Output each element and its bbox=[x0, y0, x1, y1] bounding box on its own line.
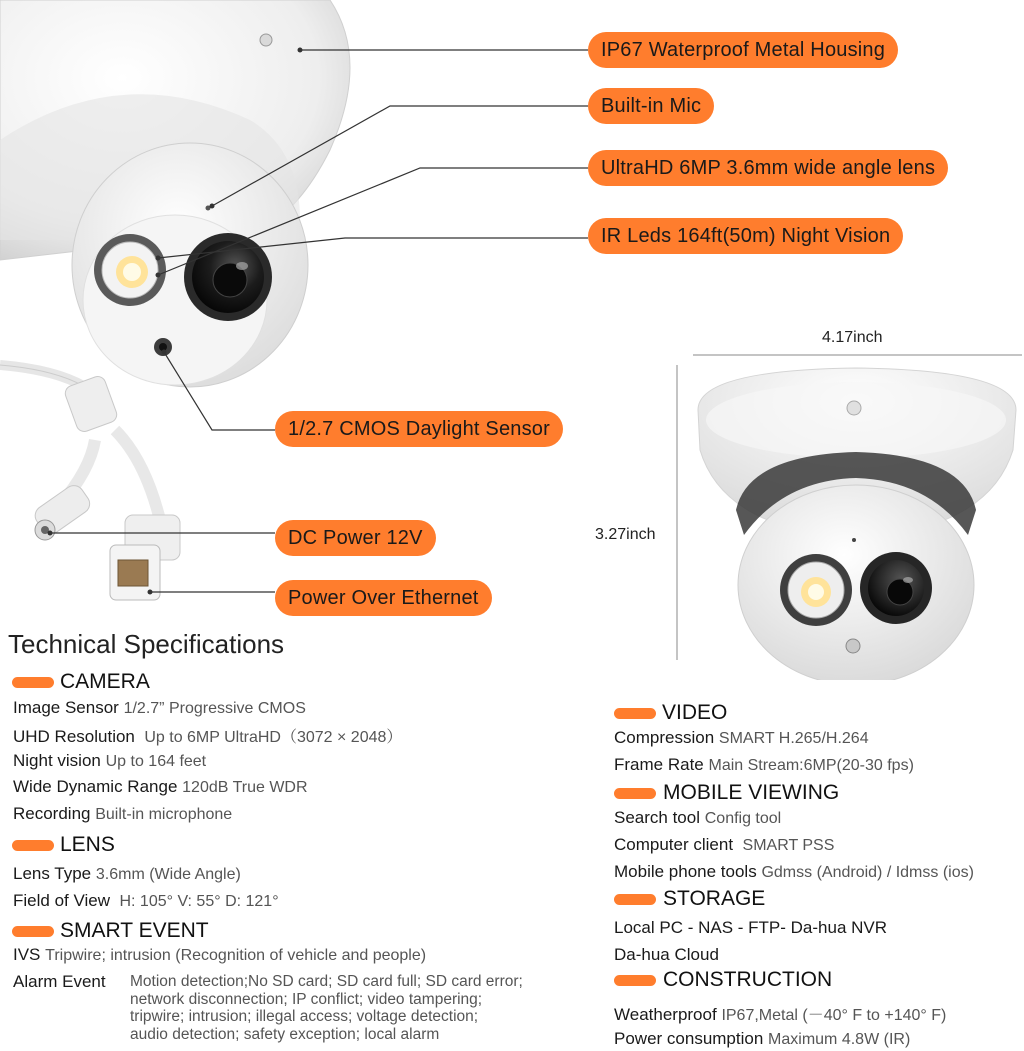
spec-value: 3.6mm (Wide Angle) bbox=[95, 866, 241, 883]
spec-value: Up to 6MP UltraHD（3072 × 2048） bbox=[144, 729, 403, 746]
alarm-line: tripwire; intrusion; illegal access; voltage detection; bbox=[130, 1008, 479, 1025]
spec-value: Main Stream:6MP(20-30 fps) bbox=[708, 757, 914, 774]
spec-row bbox=[614, 1029, 910, 1049]
spec-value: Up to 164 feet bbox=[105, 753, 207, 770]
spec-key: Recording bbox=[13, 804, 91, 823]
spec-value: IP67,Metal (－40° F to +140° F) bbox=[721, 1007, 947, 1024]
smart-pill bbox=[12, 926, 54, 937]
spec-key: Mobile phone tools bbox=[614, 862, 757, 881]
spec-key: Frame Rate bbox=[614, 755, 704, 774]
spec-key: UHD Resolution bbox=[13, 727, 135, 746]
spec-row bbox=[13, 864, 241, 884]
storage-line: Da-hua Cloud bbox=[614, 945, 719, 964]
spec-row bbox=[13, 724, 402, 747]
callout-housing: IP67 Waterproof Metal Housing bbox=[588, 32, 898, 68]
spec-key: Image Sensor bbox=[13, 698, 119, 717]
spec-value: SMART H.265/H.264 bbox=[718, 730, 869, 747]
spec-row bbox=[13, 698, 306, 718]
spec-row bbox=[614, 862, 974, 882]
alarm-event-key: Alarm Event bbox=[13, 972, 106, 991]
spec-value: SMART PSS bbox=[742, 837, 835, 854]
spec-value: Config tool bbox=[704, 810, 782, 827]
spec-row bbox=[13, 804, 232, 824]
height-dimension-label: 3.27inch bbox=[595, 526, 656, 543]
spec-value: 120dB True WDR bbox=[182, 779, 308, 796]
smart-section-title: SMART EVENT bbox=[60, 919, 209, 942]
camera-front-image bbox=[688, 360, 1024, 680]
spec-key: Search tool bbox=[614, 808, 700, 827]
callout-dc: DC Power 12V bbox=[275, 520, 436, 556]
spec-key: Computer client bbox=[614, 835, 734, 854]
video-pill bbox=[614, 708, 656, 719]
spec-value: Built-in microphone bbox=[95, 806, 233, 823]
spec-row bbox=[614, 808, 781, 828]
spec-key: Field of View bbox=[13, 891, 111, 910]
spec-key: Power consumption bbox=[614, 1029, 764, 1048]
specs-title: Technical Specifications bbox=[8, 629, 285, 659]
callout-poe: Power Over Ethernet bbox=[275, 580, 492, 616]
spec-key: Lens Type bbox=[13, 864, 92, 883]
spec-row bbox=[13, 777, 308, 797]
spec-value: Gdmss (Android) / Idmss (ios) bbox=[761, 864, 974, 881]
alarm-event-values bbox=[130, 973, 523, 1043]
spec-key: IVS bbox=[13, 945, 41, 964]
spec-row bbox=[614, 728, 869, 748]
spec-value: Tripwire; intrusion (Recognition of vehicle and people) bbox=[45, 947, 427, 964]
spec-row bbox=[614, 1002, 946, 1025]
spec-key: Wide Dynamic Range bbox=[13, 777, 178, 796]
lens-section-title: LENS bbox=[60, 833, 115, 856]
width-dimension-label: 4.17inch bbox=[822, 329, 883, 346]
callout-sensor: 1/2.7 CMOS Daylight Sensor bbox=[275, 411, 563, 447]
mobile-pill bbox=[614, 788, 656, 799]
callout-ir: IR Leds 164ft(50m) Night Vision bbox=[588, 218, 903, 254]
spec-value: H: 105° V: 55° D: 121° bbox=[119, 893, 279, 910]
camera-section-title: CAMERA bbox=[60, 670, 150, 693]
lens-pill bbox=[12, 840, 54, 851]
spec-key: Night vision bbox=[13, 751, 101, 770]
construction-section-title: CONSTRUCTION bbox=[663, 968, 833, 991]
alarm-line: network disconnection; IP conflict; video tampering; bbox=[130, 990, 483, 1008]
spec-value: 1/2.7” Progressive CMOS bbox=[123, 700, 306, 717]
spec-row bbox=[13, 945, 426, 965]
alarm-line: Motion detection;No SD card; SD card full; SD card error; bbox=[130, 973, 523, 990]
camera-pill bbox=[12, 677, 54, 688]
spec-row bbox=[614, 755, 914, 775]
spec-key: Weatherproof bbox=[614, 1005, 717, 1024]
callout-mic: Built-in Mic bbox=[588, 88, 714, 124]
storage-section-title: STORAGE bbox=[663, 887, 766, 910]
spec-key: Compression bbox=[614, 728, 715, 747]
spec-row bbox=[13, 751, 206, 771]
spec-row bbox=[13, 891, 279, 911]
storage-line: Local PC - NAS - FTP- Da-hua NVR bbox=[614, 918, 888, 937]
storage-pill bbox=[614, 894, 656, 905]
alarm-line: audio detection; safety exception; local alarm bbox=[130, 1025, 440, 1043]
spec-value: Maximum 4.8W (IR) bbox=[768, 1031, 911, 1048]
spec-row bbox=[614, 835, 834, 855]
mobile-section-title: MOBILE VIEWING bbox=[663, 781, 840, 804]
video-section-title: VIDEO bbox=[662, 701, 728, 724]
construction-pill bbox=[614, 975, 656, 986]
callout-lens: UltraHD 6MP 3.6mm wide angle lens bbox=[588, 150, 948, 186]
